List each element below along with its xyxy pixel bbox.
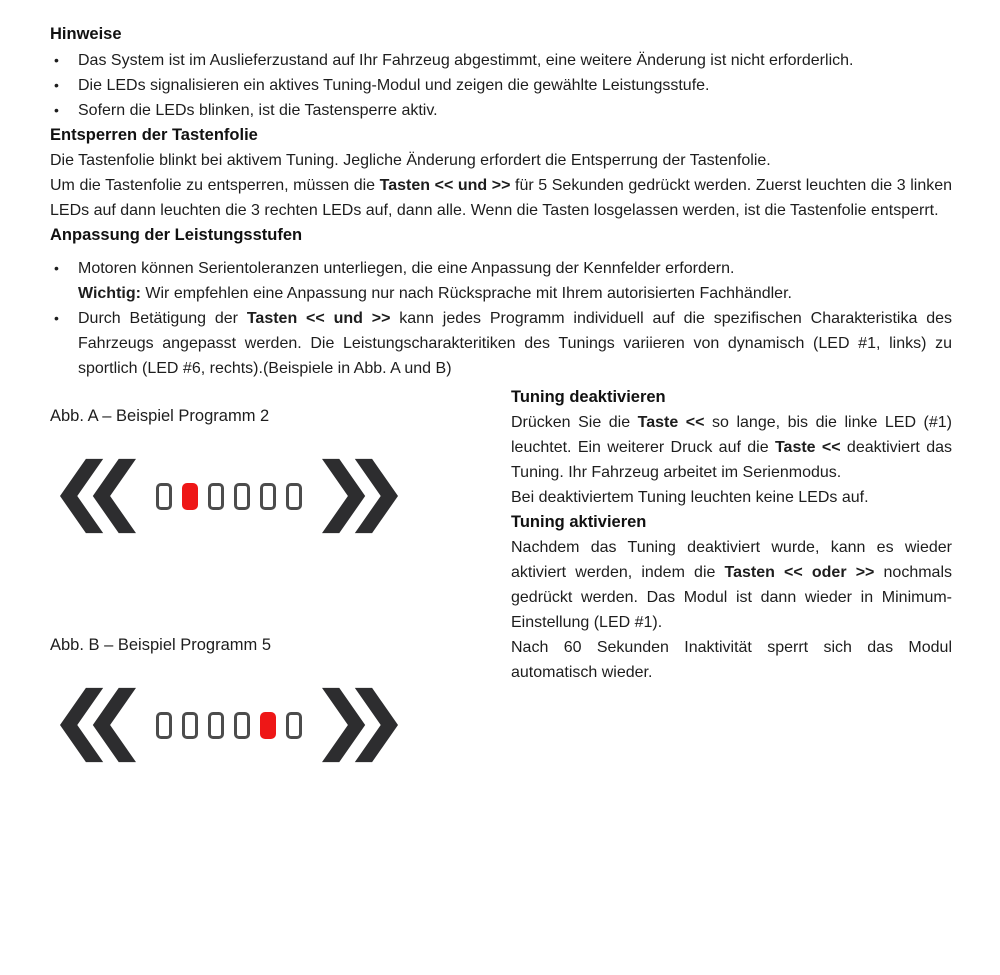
section-hinweise xyxy=(50,22,952,123)
anpassung-heading: Anpassung der Leistungsstufen xyxy=(50,226,303,244)
instructions-column xyxy=(483,385,952,768)
bullet-text: Sofern die LEDs blinken, ist die Tastensperre aktiv. xyxy=(78,102,438,119)
led-on-indicator xyxy=(182,483,198,510)
bullet-item xyxy=(50,48,952,73)
bullet-text: Das System ist im Auslieferzustand auf Ihr Fahrzeug abgestimmt, eine weitere Änderung ist nicht erforderlich. xyxy=(78,52,854,69)
led-strip xyxy=(156,483,302,510)
led-off-indicator xyxy=(260,483,276,510)
led-off-indicator xyxy=(208,712,224,739)
bullet-text-group xyxy=(78,256,952,306)
activate-paragraph: Nachdem das Tuning deaktiviert wurde, kann es wieder aktiviert werden, indem die Tasten << oder >> nochmals gedrückt werden. Das Modul ist dann wieder in Minimum-Einstellung (LED #1). xyxy=(511,539,953,631)
led-off-indicator xyxy=(234,712,250,739)
figure-b-led-display xyxy=(60,682,483,768)
led-off-indicator xyxy=(234,483,250,510)
hinweise-bullet-list xyxy=(50,48,952,123)
led-off-indicator xyxy=(208,483,224,510)
activate-heading: Tuning aktivieren xyxy=(511,513,647,531)
deactivate-heading: Tuning deaktivieren xyxy=(511,388,666,406)
double-chevron-left-icon xyxy=(60,682,136,768)
bullet-marker: • xyxy=(54,260,59,276)
bullet-marker: • xyxy=(54,52,59,68)
figure-a-caption: Abb. A – Beispiel Programm 2 xyxy=(50,407,270,425)
led-off-indicator xyxy=(286,483,302,510)
double-chevron-right-icon xyxy=(322,682,398,768)
bullet-text: Motoren können Serientoleranzen unterliegen, die eine Anpassung der Kennfelder erfordern. xyxy=(78,260,735,277)
figures-column xyxy=(50,385,483,768)
entsperren-intro: Die Tastenfolie blinkt bei aktivem Tuning. Jegliche Änderung erfordert die Entsperrung der Tastenfolie. xyxy=(50,152,771,169)
entsperren-body: Um die Tastenfolie zu entsperren, müssen die Tasten << und >> für 5 Sekunden gedrückt werden. Zuerst leuchten die 3 linken LEDs auf dann leuchten die 3 rechten LEDs auf, dann alle. Wenn die Tasten losgelassen werden, ist die Tastenfolie entsperrt. xyxy=(50,177,953,219)
section-entsperren xyxy=(50,123,952,223)
bullet-text: Durch Betätigung der Tasten << und >> kann jedes Programm individuell auf die spezifischen Charakteristika des Fahrzeugs angepasst werden. Die Leistungscharakteritiken des Tunings variieren von dynamisch (LED #1, links) zu sportlich (LED #6, rechts).(Beispiele in Abb. A und B) xyxy=(78,310,952,377)
figure-b-caption: Abb. B – Beispiel Programm 5 xyxy=(50,636,272,654)
led-off-indicator xyxy=(286,712,302,739)
bullet-item xyxy=(50,256,952,306)
bullet-item xyxy=(50,98,952,123)
bullet-marker: • xyxy=(54,77,59,93)
double-chevron-right-icon xyxy=(322,453,398,539)
bullet-text: Die LEDs signalisieren ein aktives Tuning-Modul und zeigen die gewählte Leistungsstufe. xyxy=(78,77,710,94)
hinweise-heading: Hinweise xyxy=(50,25,122,43)
activate-note: Nach 60 Sekunden Inaktivität sperrt sich das Modul automatisch wieder. xyxy=(511,639,952,681)
led-off-indicator xyxy=(156,483,172,510)
double-chevron-left-icon xyxy=(60,453,136,539)
figures-and-instructions xyxy=(50,385,952,768)
led-on-indicator xyxy=(260,712,276,739)
bullet-marker: • xyxy=(54,310,59,326)
bullet-marker: • xyxy=(54,102,59,118)
entsperren-heading: Entsperren der Tastenfolie xyxy=(50,126,258,144)
section-anpassung xyxy=(50,223,952,381)
led-strip xyxy=(156,712,302,739)
deactivate-paragraph: Drücken Sie die Taste << so lange, bis die linke LED (#1) leuchtet. Ein weiterer Druck auf die Taste << deaktiviert das Tuning. Ihr Fahrzeug arbeitet im Serienmodus. xyxy=(511,414,953,481)
figure-a-led-display xyxy=(60,453,483,539)
deactivate-note: Bei deaktiviertem Tuning leuchten keine LEDs auf. xyxy=(511,489,869,506)
bullet-text: Wichtig: Wir empfehlen eine Anpassung nur nach Rücksprache mit Ihrem autorisierten Fachhändler. xyxy=(78,285,792,302)
anpassung-bullet-list xyxy=(50,256,952,381)
led-off-indicator xyxy=(156,712,172,739)
bullet-item xyxy=(50,306,952,381)
bullet-item xyxy=(50,73,952,98)
led-off-indicator xyxy=(182,712,198,739)
